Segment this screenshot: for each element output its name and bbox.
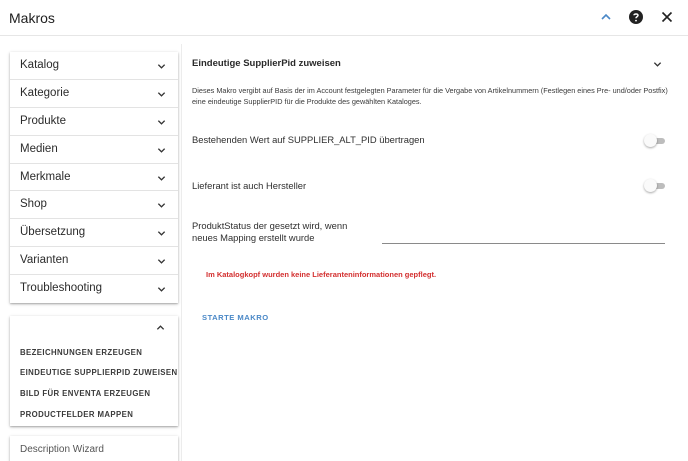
category-troubleshooting[interactable]	[10, 275, 178, 303]
produktstatus-label: ProduktStatus der gesetzt wird, wenn neues Mapping erstellt wurde	[192, 220, 348, 243]
category-label: Medien	[20, 142, 58, 155]
help-circle-icon[interactable]	[628, 9, 644, 25]
macro-eindeutige-supplierpid-zuweisen[interactable]: EINDEUTIGE SUPPLIERPID ZUWEISEN	[20, 368, 178, 377]
chevron-down-icon	[157, 201, 166, 210]
category-label: Übersetzung	[20, 226, 86, 239]
category-medien[interactable]	[10, 136, 178, 164]
section-title: Eindeutige SupplierPid zuweisen	[192, 58, 341, 69]
macro-productfelder-mappen[interactable]: PRODUCTFELDER MAPPEN	[20, 410, 134, 419]
chevron-up-icon[interactable]	[156, 323, 165, 332]
category-varianten[interactable]	[10, 247, 178, 275]
chevron-down-icon	[157, 257, 166, 266]
category-uebersetzung[interactable]	[10, 219, 178, 247]
description-wizard-card[interactable]	[10, 436, 178, 461]
category-label: Troubleshooting	[20, 282, 103, 295]
dialog-title: Makros	[9, 10, 55, 26]
chevron-down-icon	[157, 285, 166, 294]
chevron-down-icon	[157, 62, 166, 71]
category-accordion	[10, 52, 178, 303]
macro-detail-panel	[182, 36, 688, 461]
category-label: Varianten	[20, 254, 69, 267]
category-label: Shop	[20, 198, 47, 211]
macro-description: Dieses Makro vergibt auf Basis der im Account festgelegten Parameter für die Vergabe von Artikelnummern (Festlegen eines Pre- und/oder Postfix) eine eindeutige SupplierPID für die Produkte des gewählten Kataloges.	[192, 86, 668, 106]
chevron-down-icon	[157, 229, 166, 238]
description-wizard-label: Description Wizard	[20, 444, 104, 455]
dialog-header	[0, 0, 688, 36]
category-label: Merkmale	[20, 170, 71, 183]
chevron-down-icon	[157, 90, 166, 99]
category-kategorie[interactable]	[10, 80, 178, 108]
close-icon[interactable]	[659, 9, 675, 25]
category-produkte[interactable]	[10, 108, 178, 136]
chevron-down-icon	[157, 118, 166, 127]
category-label: Katalog	[20, 59, 60, 71]
error-message: Im Katalogkopf wurden keine Lieferanteninformationen gepflegt.	[206, 270, 437, 279]
category-shop[interactable]	[10, 191, 178, 219]
option-lieferant-hersteller-toggle[interactable]	[644, 179, 666, 193]
toggle-thumb	[644, 134, 657, 147]
option-lieferant-hersteller-label: Lieferant ist auch Hersteller	[192, 180, 307, 191]
category-label: Kategorie	[20, 86, 70, 99]
chevron-down-icon[interactable]	[653, 60, 662, 69]
chevron-down-icon	[157, 174, 166, 183]
toggle-thumb	[644, 179, 657, 192]
macro-bild-fuer-enventa-erzeugen[interactable]: BILD FÜR ENVENTA ERZEUGEN	[20, 389, 151, 398]
category-label: Produkte	[20, 114, 67, 127]
macro-bezeichnungen-erzeugen[interactable]: BEZEICHNUNGEN ERZEUGEN	[20, 348, 143, 357]
macro-list-card	[10, 316, 178, 426]
produktstatus-field[interactable]	[382, 226, 665, 244]
chevron-up-icon[interactable]	[598, 9, 614, 25]
option-supplier-alt-pid-label: Bestehenden Wert auf SUPPLIER_ALT_PID übertragen	[192, 134, 425, 145]
category-merkmale[interactable]	[10, 164, 178, 192]
chevron-down-icon	[157, 146, 166, 155]
start-macro-button[interactable]: STARTE MAKRO	[196, 308, 275, 326]
category-katalog[interactable]	[10, 52, 178, 80]
option-supplier-alt-pid-toggle[interactable]	[644, 134, 666, 148]
